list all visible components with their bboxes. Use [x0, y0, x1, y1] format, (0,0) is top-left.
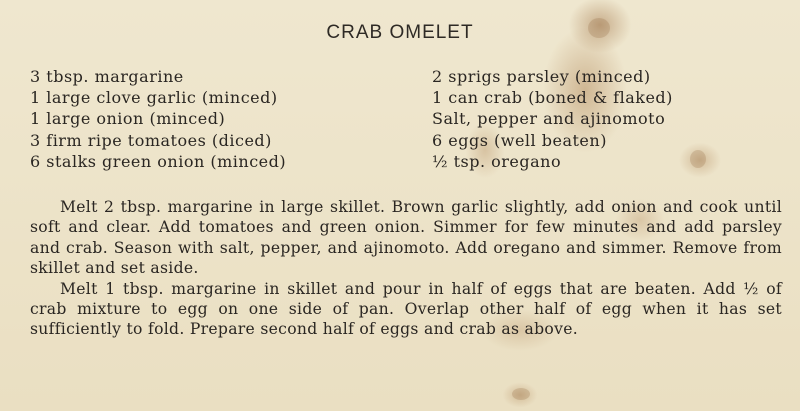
ingredient-item: ½ tsp. oregano — [432, 151, 562, 171]
ingredients-right-column — [432, 66, 782, 172]
recipe-title: CRAB OMELET — [326, 22, 474, 43]
ingredients-left-column — [30, 66, 410, 172]
recipe-instructions — [30, 197, 782, 340]
ingredient-item: 3 tbsp. margarine — [30, 67, 184, 86]
stain-mark — [512, 388, 530, 400]
ingredient-item: 3 firm ripe tomatoes (diced) — [30, 130, 272, 150]
ingredient-item: 1 large clove garlic (minced) — [30, 88, 278, 108]
ingredient-item: Salt, pepper and ajinomoto — [432, 109, 666, 129]
ingredient-item: 6 stalks green onion (minced) — [30, 151, 287, 171]
instruction-paragraph: Melt 2 tbsp. margarine in large skillet. Brown garlic slightly, add onion and cook until soft and clear. Add tomatoes and green onion. Simmer for few minutes and add parsley and crab. Season with salt, pepper, and ajinomoto. Add oregano and simmer. Remove from skillet and set aside. — [30, 198, 782, 278]
ingredient-item: 1 can crab (boned & flaked) — [432, 88, 673, 108]
ingredient-item: 1 large onion (minced) — [30, 109, 226, 129]
instruction-paragraph: Melt 1 tbsp. margarine in skillet and pour in half of eggs that are beaten. Add ½ of crab mixture to egg on one side of pan. Overlap other half of egg when it has set sufficiently to fold. Prepare second half of eggs and crab as above. — [30, 279, 782, 339]
ingredient-item: 6 eggs (well beaten) — [432, 130, 607, 150]
ingredient-item: 2 sprigs parsley (minced) — [432, 67, 651, 86]
